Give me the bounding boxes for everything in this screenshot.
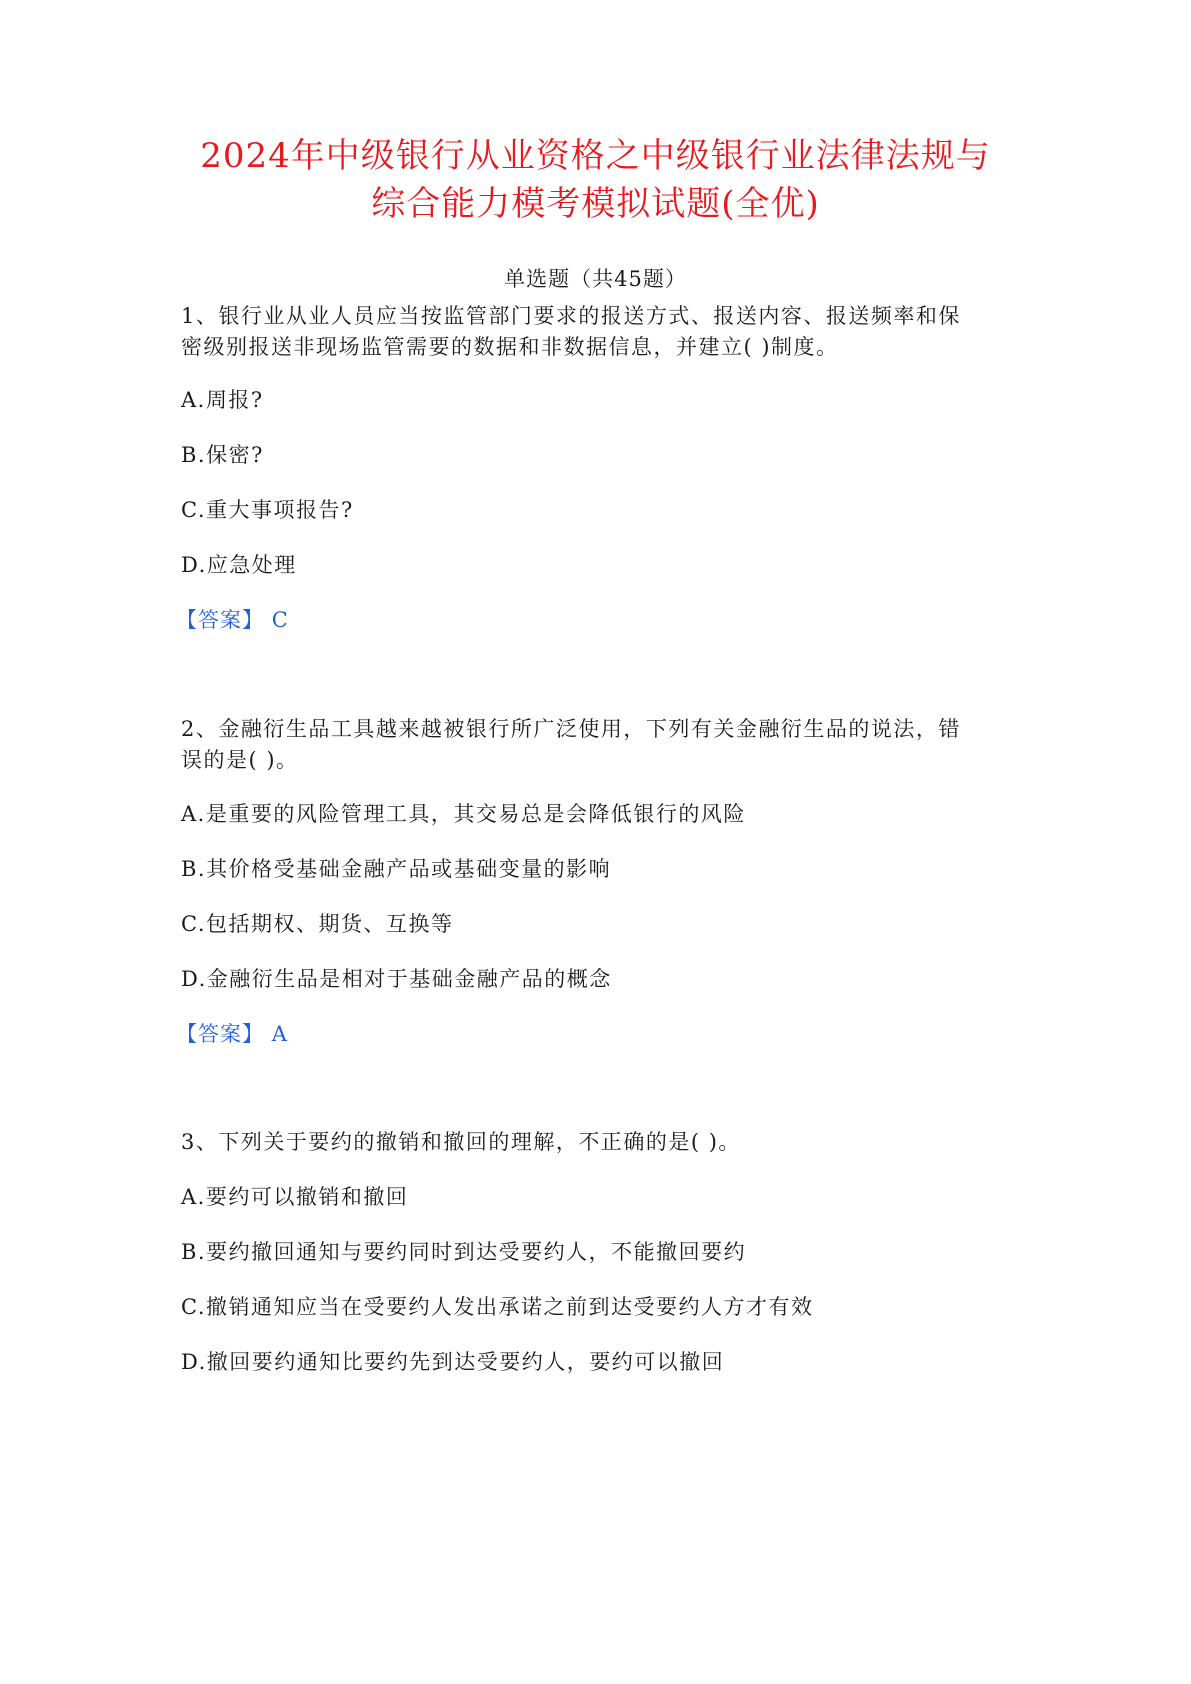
answer-label: 【答案】	[176, 608, 264, 632]
question-2-answer	[176, 1018, 288, 1050]
question-3-option-a: A.要约可以撤销和撤回	[181, 1185, 409, 1209]
question-2-option-b: B.其价格受基础金融产品或基础变量的影响	[181, 857, 612, 881]
question-1-stem-line2: 密级别报送非现场监管需要的数据和非数据信息，并建立( )制度。	[181, 335, 839, 359]
question-3-option-c: C.撤销通知应当在受要约人发出承诺之前到达受要约人方才有效	[181, 1295, 814, 1319]
question-1-answer	[176, 604, 289, 636]
question-3-option-d: D.撤回要约通知比要约先到达受要约人，要约可以撤回	[181, 1350, 725, 1374]
question-1-option-c: C.重大事项报告?	[181, 498, 354, 522]
question-3-stem-line1: 3、下列关于要约的撤销和撤回的理解，不正确的是( )。	[181, 1130, 741, 1154]
document-title-line2: 综合能力模考模拟试题(全优)	[371, 184, 820, 224]
question-1-option-b: B.保密?	[181, 443, 264, 467]
section-heading: 单选题（共45题）	[504, 267, 687, 291]
question-2-option-d: D.金融衍生品是相对于基础金融产品的概念	[181, 967, 612, 991]
question-2-stem-line2: 误的是( )。	[181, 748, 299, 772]
question-1-option-a: A.周报?	[181, 388, 264, 412]
answer-value: C	[271, 608, 289, 632]
question-3-option-b: B.要约撤回通知与要约同时到达受要约人，不能撤回要约	[181, 1240, 747, 1264]
answer-value: A	[271, 1022, 288, 1046]
question-2-option-a: A.是重要的风险管理工具，其交易总是会降低银行的风险	[181, 802, 746, 826]
answer-label: 【答案】	[176, 1022, 264, 1046]
question-2-option-c: C.包括期权、期货、互换等	[181, 912, 454, 936]
question-1-option-d: D.应急处理	[181, 553, 297, 577]
question-1-stem-line1: 1、银行业从业人员应当按监管部门要求的报送方式、报送内容、报送频率和保	[181, 304, 961, 328]
question-2-stem-line1: 2、金融衍生品工具越来越被银行所广泛使用，下列有关金融衍生品的说法，错	[181, 717, 961, 741]
document-title-line1: 2024年中级银行从业资格之中级银行业法律法规与	[200, 136, 991, 176]
